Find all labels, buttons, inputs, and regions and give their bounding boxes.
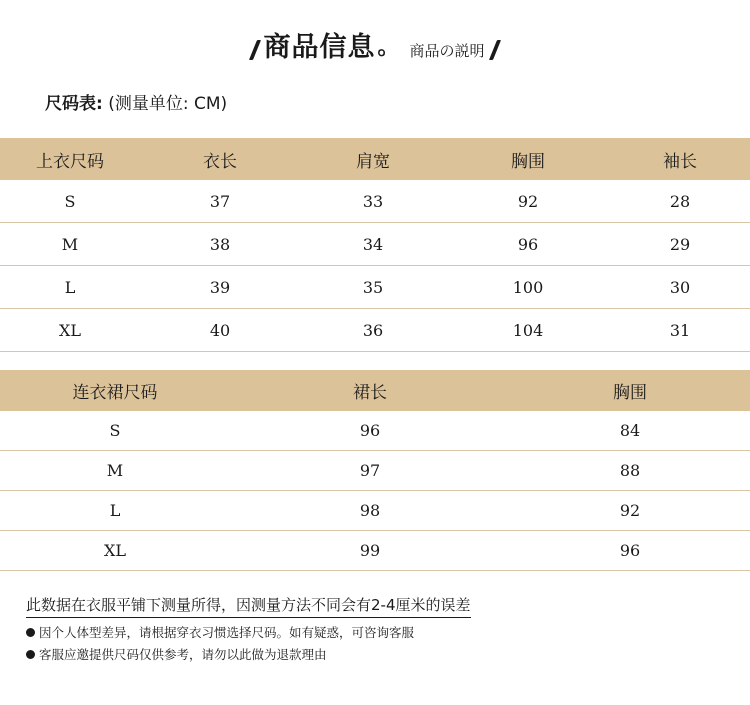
cell-value: 92 bbox=[510, 491, 750, 531]
slash-icon bbox=[488, 40, 500, 60]
header-cell: 上衣尺码 bbox=[0, 138, 140, 180]
cell-size: S bbox=[0, 411, 230, 451]
header-cell: 胸围 bbox=[510, 370, 750, 411]
page-title bbox=[0, 22, 750, 66]
cell-size: XL bbox=[0, 309, 140, 352]
size-label-unit: (测量单位: CM) bbox=[102, 94, 228, 114]
cell-value: 39 bbox=[140, 266, 300, 309]
cell-value: 33 bbox=[300, 180, 446, 223]
header-cell: 衣长 bbox=[140, 138, 300, 180]
table-row bbox=[0, 531, 750, 571]
note-text: 因个人体型差异，请根据穿衣习惯选择尺码。如有疑惑，可咨询客服 bbox=[39, 625, 415, 640]
title-dot: 。 bbox=[377, 35, 400, 60]
cell-size: L bbox=[0, 266, 140, 309]
note-body-type bbox=[26, 624, 414, 642]
title-subtitle: 商品の説明 bbox=[409, 42, 485, 60]
table-row bbox=[0, 180, 750, 223]
header-cell: 裙长 bbox=[230, 370, 510, 411]
note-text: 客服应邀提供尺码仅供参考，请勿以此做为退款理由 bbox=[39, 647, 327, 662]
cell-value: 104 bbox=[446, 309, 610, 352]
cell-value: 96 bbox=[446, 223, 610, 266]
dress-size-table bbox=[0, 370, 750, 571]
top-size-table bbox=[0, 138, 750, 352]
table-row bbox=[0, 223, 750, 266]
cell-value: 31 bbox=[610, 309, 750, 352]
cell-value: 30 bbox=[610, 266, 750, 309]
cell-value: 28 bbox=[610, 180, 750, 223]
cell-value: 100 bbox=[446, 266, 610, 309]
cell-value: 37 bbox=[140, 180, 300, 223]
table-header-row bbox=[0, 370, 750, 411]
table-row bbox=[0, 411, 750, 451]
cell-value: 34 bbox=[300, 223, 446, 266]
table-row bbox=[0, 309, 750, 352]
cell-value: 92 bbox=[446, 180, 610, 223]
cell-value: 88 bbox=[510, 451, 750, 491]
cell-size: XL bbox=[0, 531, 230, 571]
cell-value: 40 bbox=[140, 309, 300, 352]
measurement-note: 此数据在衣服平铺下测量所得，因测量方法不同会有2-4厘米的误差 bbox=[26, 594, 471, 618]
title-main: 商品信息 bbox=[263, 32, 376, 63]
header-cell: 袖长 bbox=[610, 138, 750, 180]
table-header-row bbox=[0, 138, 750, 180]
header-cell: 胸围 bbox=[446, 138, 610, 180]
bullet-icon bbox=[26, 628, 35, 637]
header-cell: 连衣裙尺码 bbox=[0, 370, 230, 411]
cell-value: 97 bbox=[230, 451, 510, 491]
cell-size: S bbox=[0, 180, 140, 223]
cell-value: 84 bbox=[510, 411, 750, 451]
table-row bbox=[0, 451, 750, 491]
size-label-bold: 尺码表: bbox=[45, 94, 103, 114]
size-table-label bbox=[45, 92, 227, 116]
cell-value: 38 bbox=[140, 223, 300, 266]
note-refund bbox=[26, 646, 327, 664]
cell-value: 96 bbox=[510, 531, 750, 571]
cell-value: 98 bbox=[230, 491, 510, 531]
header-cell: 肩宽 bbox=[300, 138, 446, 180]
table-row bbox=[0, 266, 750, 309]
cell-size: M bbox=[0, 451, 230, 491]
cell-value: 96 bbox=[230, 411, 510, 451]
cell-size: M bbox=[0, 223, 140, 266]
cell-value: 99 bbox=[230, 531, 510, 571]
cell-value: 36 bbox=[300, 309, 446, 352]
slash-icon bbox=[249, 40, 261, 60]
cell-value: 29 bbox=[610, 223, 750, 266]
cell-size: L bbox=[0, 491, 230, 531]
bullet-icon bbox=[26, 650, 35, 659]
table-row bbox=[0, 491, 750, 531]
cell-value: 35 bbox=[300, 266, 446, 309]
